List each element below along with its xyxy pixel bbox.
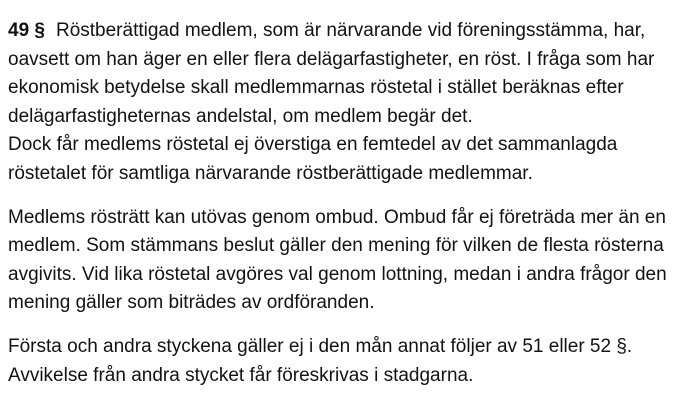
section-number: 49 § [8,20,45,41]
paragraph-first-stycke [8,17,694,189]
text-line [8,17,694,46]
text-line: röstetalet för samtliga närvarande röstberättigade medlemmar. [8,162,533,184]
text-line: avgivits. Vid lika röstetal avgöres val genom lottning, medan i andra frågor den [8,263,667,285]
text-line: delägarfastigheternas andelstal, om medlem begär det. [8,105,473,127]
text-line: Dock får medlems röstetal ej överstiga en femtedel av det sammanlagda [8,134,618,156]
text-line: medlem. Som stämmans beslut gäller den mening för vilken de flesta rösterna [8,235,664,257]
text-line-content: Röstberättigad medlem, som är närvarande vid föreningsstämma, har, [55,20,646,41]
text-line: Medlems rösträtt kan utövas genom ombud. Ombud får ej företräda mer än en [8,206,666,228]
paragraph-second-stycke [8,204,694,318]
text-line: ekonomisk betydelse skall medlemmarnas röstetal i stället beräknas efter [8,77,624,99]
text-line: mening gäller som biträdes av ordföranden. [8,292,375,314]
text-line: Avvikelse från andra stycket får föreskrivas i stadgarna. [8,364,474,386]
text-line: Första och andra styckena gäller ej i den mån annat följer av 51 eller 52 §. [8,335,633,357]
paragraph-third-stycke [8,333,694,390]
text-line: oavsett om han äger en eller flera delägarfastigheter, en röst. I fråga som har [8,48,655,70]
